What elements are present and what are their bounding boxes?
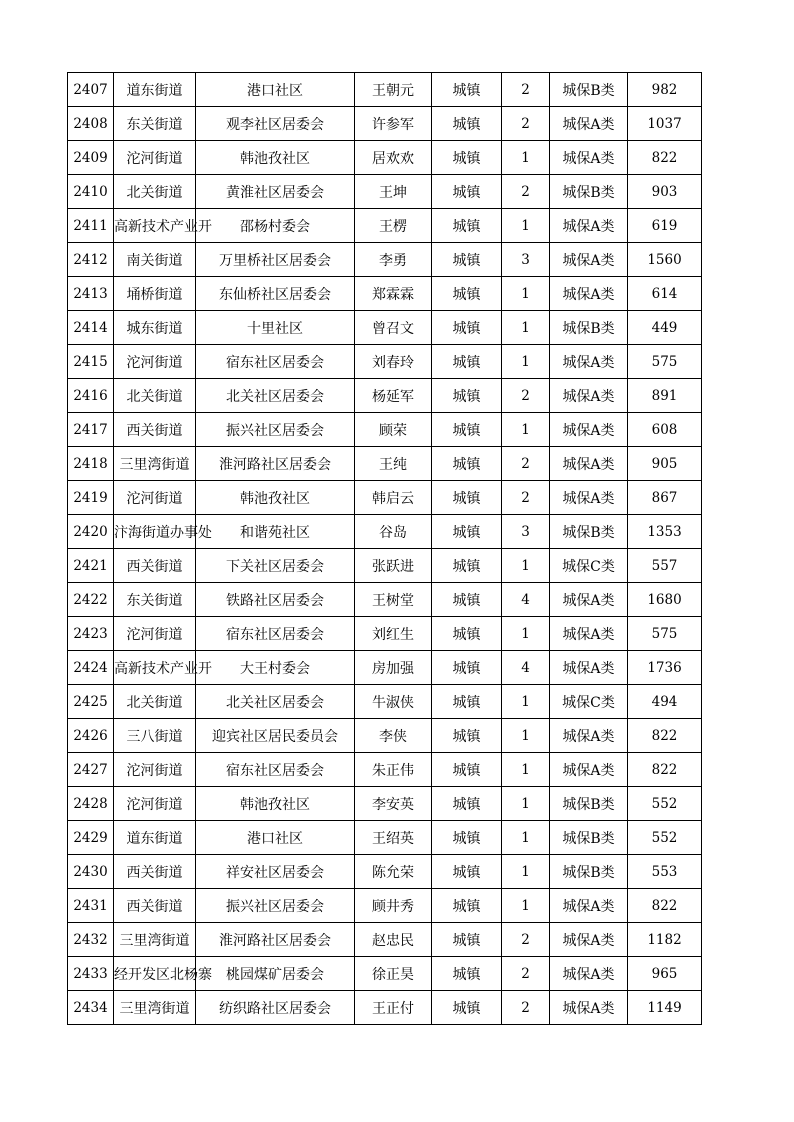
member-count-cell: 3: [502, 515, 550, 549]
row-id-cell: 2419: [68, 481, 114, 515]
member-count-cell: 2: [502, 923, 550, 957]
row-id-cell: 2423: [68, 617, 114, 651]
street-cell: 东关街道: [114, 583, 196, 617]
name-cell: 张跃进: [355, 549, 432, 583]
member-count-cell: 2: [502, 107, 550, 141]
row-id-cell: 2417: [68, 413, 114, 447]
community-cell: 韩池孜社区: [196, 787, 355, 821]
table-row: [68, 515, 702, 549]
community-cell: 祥安社区居委会: [196, 855, 355, 889]
name-cell: 王坤: [355, 175, 432, 209]
category-cell: 城保A类: [550, 277, 628, 311]
amount-cell: 891: [628, 379, 702, 413]
name-cell: 李勇: [355, 243, 432, 277]
household-type-cell: 城镇: [432, 685, 502, 719]
household-type-cell: 城镇: [432, 719, 502, 753]
household-type-cell: 城镇: [432, 379, 502, 413]
category-cell: 城保A类: [550, 141, 628, 175]
amount-cell: 552: [628, 821, 702, 855]
household-type-cell: 城镇: [432, 583, 502, 617]
street-cell: 三八街道: [114, 719, 196, 753]
table-row: [68, 991, 702, 1025]
table-row: [68, 855, 702, 889]
household-type-cell: 城镇: [432, 549, 502, 583]
member-count-cell: 2: [502, 379, 550, 413]
category-cell: 城保A类: [550, 345, 628, 379]
community-cell: 十里社区: [196, 311, 355, 345]
category-cell: 城保B类: [550, 821, 628, 855]
street-cell: 西关街道: [114, 549, 196, 583]
table-row: [68, 617, 702, 651]
name-cell: 王朝元: [355, 73, 432, 107]
category-cell: 城保C类: [550, 685, 628, 719]
name-cell: 杨延军: [355, 379, 432, 413]
category-cell: 城保A类: [550, 719, 628, 753]
household-type-cell: 城镇: [432, 651, 502, 685]
amount-cell: 1680: [628, 583, 702, 617]
amount-cell: 494: [628, 685, 702, 719]
category-cell: 城保B类: [550, 311, 628, 345]
amount-cell: 1736: [628, 651, 702, 685]
row-id-cell: 2430: [68, 855, 114, 889]
table-row: [68, 345, 702, 379]
table-row: [68, 141, 702, 175]
member-count-cell: 1: [502, 413, 550, 447]
street-cell: 沱河街道: [114, 141, 196, 175]
name-cell: 朱正伟: [355, 753, 432, 787]
community-cell: 东仙桥社区居委会: [196, 277, 355, 311]
category-cell: 城保A类: [550, 651, 628, 685]
row-id-cell: 2410: [68, 175, 114, 209]
table-row: [68, 889, 702, 923]
table-row: [68, 481, 702, 515]
row-id-cell: 2427: [68, 753, 114, 787]
household-type-cell: 城镇: [432, 73, 502, 107]
community-cell: 韩池孜社区: [196, 481, 355, 515]
street-cell: 经开发区北杨寨: [114, 957, 196, 991]
member-count-cell: 1: [502, 753, 550, 787]
table-row: [68, 107, 702, 141]
table-row: [68, 583, 702, 617]
row-id-cell: 2424: [68, 651, 114, 685]
amount-cell: 867: [628, 481, 702, 515]
community-cell: 北关社区居委会: [196, 685, 355, 719]
category-cell: 城保A类: [550, 889, 628, 923]
table-row: [68, 651, 702, 685]
member-count-cell: 1: [502, 617, 550, 651]
amount-cell: 982: [628, 73, 702, 107]
row-id-cell: 2418: [68, 447, 114, 481]
row-id-cell: 2433: [68, 957, 114, 991]
amount-cell: 575: [628, 617, 702, 651]
household-type-cell: 城镇: [432, 447, 502, 481]
table-row: [68, 243, 702, 277]
member-count-cell: 1: [502, 685, 550, 719]
member-count-cell: 4: [502, 583, 550, 617]
row-id-cell: 2412: [68, 243, 114, 277]
street-cell: 三里湾街道: [114, 923, 196, 957]
row-id-cell: 2421: [68, 549, 114, 583]
household-type-cell: 城镇: [432, 787, 502, 821]
category-cell: 城保B类: [550, 787, 628, 821]
street-cell: 道东街道: [114, 821, 196, 855]
row-id-cell: 2413: [68, 277, 114, 311]
category-cell: 城保A类: [550, 481, 628, 515]
member-count-cell: 4: [502, 651, 550, 685]
name-cell: 顾井秀: [355, 889, 432, 923]
member-count-cell: 1: [502, 889, 550, 923]
category-cell: 城保B类: [550, 73, 628, 107]
amount-cell: 608: [628, 413, 702, 447]
name-cell: 李侠: [355, 719, 432, 753]
name-cell: 曾召文: [355, 311, 432, 345]
household-type-cell: 城镇: [432, 413, 502, 447]
street-cell: 南关街道: [114, 243, 196, 277]
community-cell: 大王村委会: [196, 651, 355, 685]
amount-cell: 552: [628, 787, 702, 821]
category-cell: 城保A类: [550, 991, 628, 1025]
name-cell: 郑霖霖: [355, 277, 432, 311]
name-cell: 王楞: [355, 209, 432, 243]
street-cell: 道东街道: [114, 73, 196, 107]
street-cell: 沱河街道: [114, 617, 196, 651]
member-count-cell: 3: [502, 243, 550, 277]
name-cell: 李安英: [355, 787, 432, 821]
name-cell: 谷岛: [355, 515, 432, 549]
amount-cell: 614: [628, 277, 702, 311]
community-cell: 宿东社区居委会: [196, 753, 355, 787]
table-row: [68, 209, 702, 243]
street-cell: 北关街道: [114, 379, 196, 413]
household-type-cell: 城镇: [432, 617, 502, 651]
member-count-cell: 2: [502, 73, 550, 107]
table-body: [68, 73, 702, 1025]
member-count-cell: 2: [502, 447, 550, 481]
street-cell: 东关街道: [114, 107, 196, 141]
community-cell: 港口社区: [196, 73, 355, 107]
community-cell: 桃园煤矿居委会: [196, 957, 355, 991]
household-type-cell: 城镇: [432, 855, 502, 889]
member-count-cell: 2: [502, 481, 550, 515]
table-row: [68, 413, 702, 447]
row-id-cell: 2429: [68, 821, 114, 855]
street-cell: 北关街道: [114, 175, 196, 209]
community-cell: 邵杨村委会: [196, 209, 355, 243]
table-row: [68, 685, 702, 719]
name-cell: 赵忠民: [355, 923, 432, 957]
row-id-cell: 2426: [68, 719, 114, 753]
table-row: [68, 821, 702, 855]
table-row: [68, 175, 702, 209]
table-row: [68, 923, 702, 957]
name-cell: 王纯: [355, 447, 432, 481]
street-cell: 埇桥街道: [114, 277, 196, 311]
table-row: [68, 957, 702, 991]
category-cell: 城保A类: [550, 447, 628, 481]
category-cell: 城保A类: [550, 753, 628, 787]
amount-cell: 575: [628, 345, 702, 379]
row-id-cell: 2425: [68, 685, 114, 719]
member-count-cell: 2: [502, 957, 550, 991]
community-cell: 港口社区: [196, 821, 355, 855]
community-cell: 下关社区居委会: [196, 549, 355, 583]
community-cell: 韩池孜社区: [196, 141, 355, 175]
amount-cell: 1037: [628, 107, 702, 141]
community-cell: 和谐苑社区: [196, 515, 355, 549]
street-cell: 城东街道: [114, 311, 196, 345]
records-table: [67, 72, 702, 1025]
table-row: [68, 379, 702, 413]
amount-cell: 557: [628, 549, 702, 583]
community-cell: 宿东社区居委会: [196, 345, 355, 379]
household-type-cell: 城镇: [432, 243, 502, 277]
category-cell: 城保A类: [550, 243, 628, 277]
household-type-cell: 城镇: [432, 515, 502, 549]
table-row: [68, 277, 702, 311]
name-cell: 顾荣: [355, 413, 432, 447]
street-cell: 三里湾街道: [114, 991, 196, 1025]
row-id-cell: 2411: [68, 209, 114, 243]
community-cell: 万里桥社区居委会: [196, 243, 355, 277]
member-count-cell: 2: [502, 175, 550, 209]
name-cell: 王正付: [355, 991, 432, 1025]
name-cell: 刘红生: [355, 617, 432, 651]
table-row: [68, 719, 702, 753]
street-cell: 西关街道: [114, 413, 196, 447]
name-cell: 房加强: [355, 651, 432, 685]
member-count-cell: 1: [502, 141, 550, 175]
name-cell: 刘春玲: [355, 345, 432, 379]
household-type-cell: 城镇: [432, 345, 502, 379]
name-cell: 徐正昊: [355, 957, 432, 991]
amount-cell: 1560: [628, 243, 702, 277]
community-cell: 黄淮社区居委会: [196, 175, 355, 209]
row-id-cell: 2415: [68, 345, 114, 379]
row-id-cell: 2434: [68, 991, 114, 1025]
amount-cell: 1182: [628, 923, 702, 957]
community-cell: 纺织路社区居委会: [196, 991, 355, 1025]
table-row: [68, 753, 702, 787]
amount-cell: 965: [628, 957, 702, 991]
street-cell: 高新技术产业开: [114, 209, 196, 243]
street-cell: 三里湾街道: [114, 447, 196, 481]
table-row: [68, 549, 702, 583]
row-id-cell: 2407: [68, 73, 114, 107]
community-cell: 铁路社区居委会: [196, 583, 355, 617]
member-count-cell: 1: [502, 821, 550, 855]
member-count-cell: 1: [502, 311, 550, 345]
household-type-cell: 城镇: [432, 277, 502, 311]
category-cell: 城保A类: [550, 617, 628, 651]
community-cell: 迎宾社区居民委员会: [196, 719, 355, 753]
category-cell: 城保C类: [550, 549, 628, 583]
amount-cell: 903: [628, 175, 702, 209]
category-cell: 城保B类: [550, 855, 628, 889]
row-id-cell: 2409: [68, 141, 114, 175]
table-row: [68, 311, 702, 345]
household-type-cell: 城镇: [432, 753, 502, 787]
amount-cell: 1353: [628, 515, 702, 549]
household-type-cell: 城镇: [432, 481, 502, 515]
street-cell: 西关街道: [114, 889, 196, 923]
household-type-cell: 城镇: [432, 889, 502, 923]
name-cell: 陈允荣: [355, 855, 432, 889]
household-type-cell: 城镇: [432, 311, 502, 345]
amount-cell: 822: [628, 719, 702, 753]
street-cell: 沱河街道: [114, 753, 196, 787]
community-cell: 淮河路社区居委会: [196, 923, 355, 957]
name-cell: 牛淑侠: [355, 685, 432, 719]
street-cell: 北关街道: [114, 685, 196, 719]
name-cell: 王绍英: [355, 821, 432, 855]
community-cell: 观李社区居委会: [196, 107, 355, 141]
category-cell: 城保A类: [550, 957, 628, 991]
row-id-cell: 2428: [68, 787, 114, 821]
member-count-cell: 1: [502, 345, 550, 379]
amount-cell: 822: [628, 889, 702, 923]
category-cell: 城保A类: [550, 583, 628, 617]
name-cell: 居欢欢: [355, 141, 432, 175]
street-cell: 沱河街道: [114, 787, 196, 821]
community-cell: 淮河路社区居委会: [196, 447, 355, 481]
amount-cell: 905: [628, 447, 702, 481]
category-cell: 城保A类: [550, 107, 628, 141]
member-count-cell: 1: [502, 719, 550, 753]
category-cell: 城保A类: [550, 413, 628, 447]
street-cell: 西关街道: [114, 855, 196, 889]
category-cell: 城保A类: [550, 379, 628, 413]
community-cell: 宿东社区居委会: [196, 617, 355, 651]
row-id-cell: 2408: [68, 107, 114, 141]
amount-cell: 1149: [628, 991, 702, 1025]
member-count-cell: 1: [502, 549, 550, 583]
amount-cell: 822: [628, 141, 702, 175]
amount-cell: 449: [628, 311, 702, 345]
household-type-cell: 城镇: [432, 957, 502, 991]
category-cell: 城保A类: [550, 923, 628, 957]
member-count-cell: 1: [502, 209, 550, 243]
member-count-cell: 1: [502, 787, 550, 821]
community-cell: 北关社区居委会: [196, 379, 355, 413]
table-row: [68, 447, 702, 481]
table-row: [68, 73, 702, 107]
row-id-cell: 2420: [68, 515, 114, 549]
community-cell: 振兴社区居委会: [196, 413, 355, 447]
row-id-cell: 2414: [68, 311, 114, 345]
household-type-cell: 城镇: [432, 141, 502, 175]
street-cell: 汴海街道办事处: [114, 515, 196, 549]
row-id-cell: 2431: [68, 889, 114, 923]
household-type-cell: 城镇: [432, 107, 502, 141]
row-id-cell: 2416: [68, 379, 114, 413]
table-row: [68, 787, 702, 821]
row-id-cell: 2422: [68, 583, 114, 617]
household-type-cell: 城镇: [432, 991, 502, 1025]
category-cell: 城保B类: [550, 175, 628, 209]
member-count-cell: 1: [502, 855, 550, 889]
row-id-cell: 2432: [68, 923, 114, 957]
household-type-cell: 城镇: [432, 209, 502, 243]
amount-cell: 553: [628, 855, 702, 889]
amount-cell: 822: [628, 753, 702, 787]
household-type-cell: 城镇: [432, 175, 502, 209]
community-cell: 振兴社区居委会: [196, 889, 355, 923]
name-cell: 王树堂: [355, 583, 432, 617]
category-cell: 城保A类: [550, 209, 628, 243]
street-cell: 沱河街道: [114, 481, 196, 515]
household-type-cell: 城镇: [432, 923, 502, 957]
street-cell: 高新技术产业开: [114, 651, 196, 685]
street-cell: 沱河街道: [114, 345, 196, 379]
member-count-cell: 2: [502, 991, 550, 1025]
name-cell: 韩启云: [355, 481, 432, 515]
name-cell: 许参军: [355, 107, 432, 141]
member-count-cell: 1: [502, 277, 550, 311]
household-type-cell: 城镇: [432, 821, 502, 855]
amount-cell: 619: [628, 209, 702, 243]
category-cell: 城保B类: [550, 515, 628, 549]
